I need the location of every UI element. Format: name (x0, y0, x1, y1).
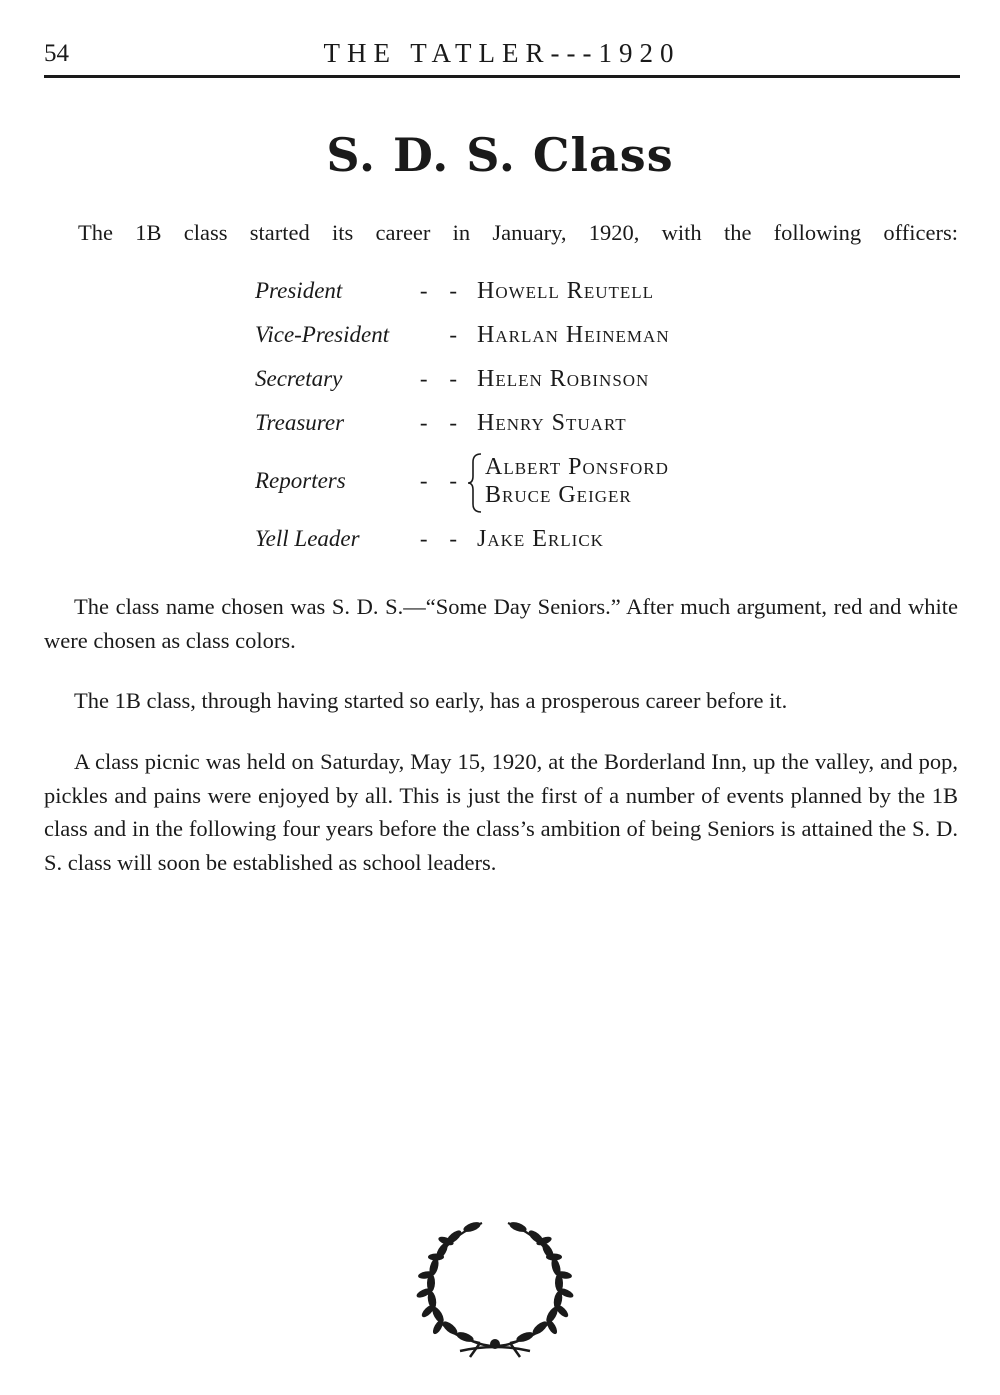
paragraph (44, 745, 958, 879)
curly-brace-icon (467, 452, 485, 514)
officer-name: Harlan Heineman (477, 322, 670, 348)
leader-dashes: - - (419, 278, 465, 303)
officer-role: President (255, 278, 343, 303)
header-rule (44, 75, 960, 78)
leader-dashes: - - (419, 468, 465, 493)
officer-name: Howell Reutell (477, 278, 655, 304)
leader-dashes: - - (419, 526, 465, 551)
officer-role: Yell Leader (255, 526, 360, 551)
officer-name: Jake Erlick (477, 526, 604, 552)
paragraph-text: The class name chosen was S. D. S.—“Some Day Seniors.” After much argument, red and white were chosen as class colors. (44, 594, 958, 653)
officer-name: Helen Robinson (477, 366, 650, 392)
running-title: THE TATLER---1920 (323, 38, 681, 68)
leader-dashes: - - (419, 410, 465, 435)
officer-name: Henry Stuart (477, 410, 627, 436)
officer-role: Vice-President (255, 322, 390, 347)
officer-row-reporters (255, 448, 755, 520)
paragraph (44, 590, 958, 657)
officer-row (255, 316, 755, 360)
officer-name: Bruce Geiger (485, 482, 632, 508)
leader-dashes: - - (419, 366, 465, 391)
officer-name: Albert Ponsford (485, 454, 669, 480)
officers-list (255, 272, 755, 564)
leader-dashes: - (449, 322, 465, 347)
intro-text: The 1B class started its career in January, 1920, with the following officers: (78, 220, 958, 245)
paragraph-text: The 1B class, through having started so early, has a prosperous career before it. (74, 688, 788, 713)
officer-role: Reporters (255, 468, 346, 493)
page-number: 54 (44, 40, 69, 67)
laurel-wreath-icon (410, 1215, 580, 1360)
officer-row (255, 520, 755, 564)
officer-role: Secretary (255, 366, 343, 391)
officer-row (255, 272, 755, 316)
officer-role: Treasurer (255, 410, 345, 435)
officer-row (255, 360, 755, 404)
page-title: S. D. S. Class (326, 128, 674, 182)
paragraph-text: A class picnic was held on Saturday, May 15, 1920, at the Borderland Inn, up the valley, and pop, pickles and pains were enjoyed by all. This is just the first of a number of events planned by the 1B class and in the following four years before the class’s ambition of being Seniors is attained the S. D. S. class will soon be established as school leaders. (44, 749, 958, 875)
paragraph (44, 684, 958, 718)
page-header (44, 36, 960, 76)
officer-row (255, 404, 755, 448)
